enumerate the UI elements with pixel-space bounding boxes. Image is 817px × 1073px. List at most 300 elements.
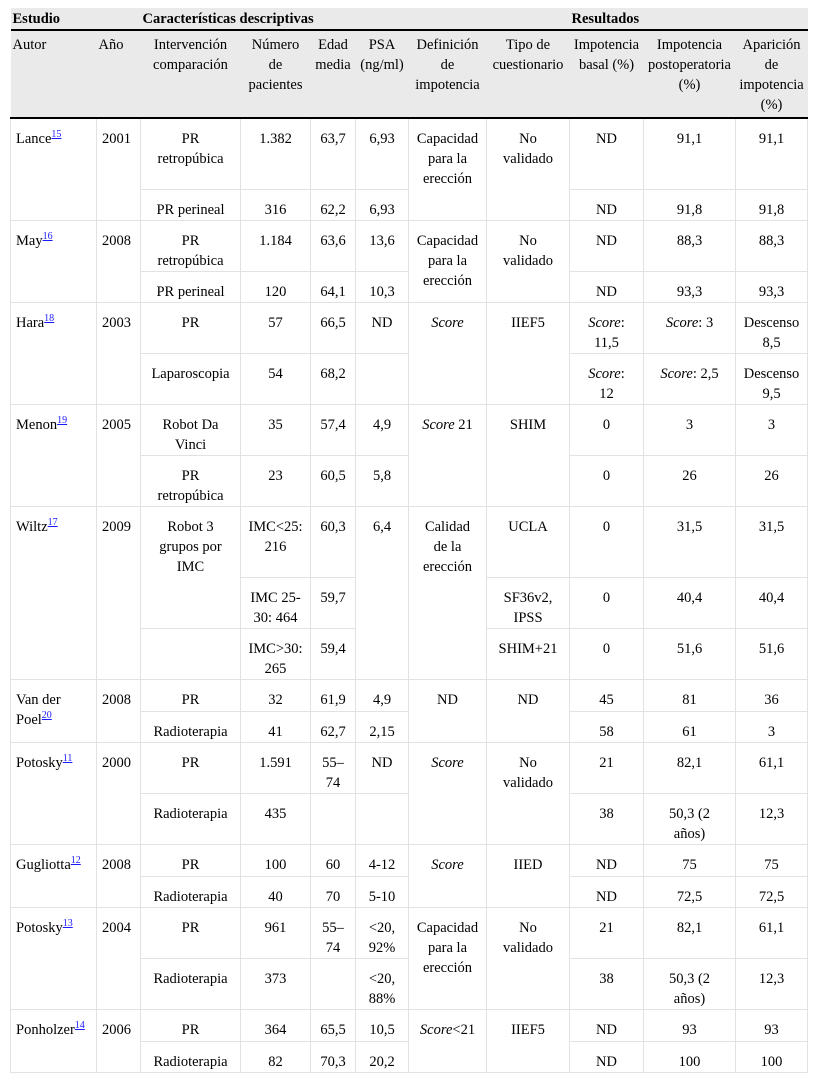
cell-postop: [644, 190, 736, 221]
cell-line: 59,7: [320, 590, 346, 606]
score-label: Score: [422, 417, 455, 433]
cell-tipo: [487, 908, 570, 1010]
reference-link[interactable]: 17: [47, 517, 58, 529]
cell-line: grupos por: [159, 539, 222, 555]
score-label: Score: [665, 315, 699, 331]
col-aparicion-line: impotencia: [739, 77, 804, 93]
col-numero-line: Número: [251, 37, 300, 53]
cell-line: 6,93: [369, 131, 395, 147]
cell-line: 93: [682, 1022, 697, 1038]
score-value: : 3: [698, 315, 714, 331]
cell-anio: 2006: [97, 1010, 141, 1073]
cell-tipo: [487, 507, 570, 578]
cell-aparicion: [736, 456, 808, 507]
cell-line: 100: [264, 857, 287, 873]
cell-line: 1.382: [259, 131, 292, 147]
cell-line: PR: [181, 692, 200, 708]
cell-aparicion: [736, 743, 808, 794]
cell-edad: [311, 680, 356, 712]
col-numero: [241, 30, 311, 118]
cell-numero: [241, 743, 311, 794]
cell-line: 93,3: [758, 284, 785, 300]
cell-definicion: [409, 908, 487, 1010]
cell-line: 0: [602, 519, 611, 535]
cell-anio: 2008: [97, 845, 141, 908]
cell-line: No: [519, 755, 537, 771]
cell-postop: [644, 712, 736, 743]
cell-line: 40,4: [676, 590, 703, 606]
col-aparicion-line: de: [764, 57, 779, 73]
cell-line: SHIM+21: [498, 641, 558, 657]
cell-numero: [241, 303, 311, 354]
cell-line: PR: [181, 233, 200, 249]
score-label: Score: [431, 755, 464, 771]
cell-line: 6,93: [369, 202, 395, 218]
table-row: [11, 1010, 808, 1042]
col-definicion-line: de: [440, 57, 455, 73]
score-label: Score: [588, 315, 621, 331]
cell-edad: [311, 908, 356, 959]
cell-line: años): [673, 826, 706, 842]
cell-autor: [11, 118, 97, 221]
cell-basal: [570, 680, 644, 712]
cell-postop: [644, 845, 736, 877]
col-autor: Autor: [11, 30, 97, 118]
cell-postop: [644, 456, 736, 507]
cell-line: 50,3 (2: [668, 971, 711, 987]
cell-line: ND: [596, 1022, 617, 1038]
cell-line: PR: [181, 315, 200, 331]
cell-numero: [241, 354, 311, 405]
cell-line: 57: [268, 315, 283, 331]
cell-aparicion: [736, 405, 808, 456]
cell-line: 54: [268, 366, 283, 382]
cell-line: 13,6: [369, 233, 395, 249]
cell-numero: [241, 578, 311, 629]
cell-intervencion: [141, 712, 241, 743]
reference-link[interactable]: 12: [70, 855, 81, 867]
col-intervencion-line: Intervención: [153, 37, 228, 53]
cell-line: ND: [596, 1054, 617, 1070]
cell-numero: [241, 221, 311, 272]
cell-edad: [311, 794, 356, 845]
cell-line: años): [673, 991, 706, 1007]
cell-line: 40,4: [758, 590, 785, 606]
cell-line: 93,3: [676, 284, 703, 300]
cell-line: retropúbica: [157, 253, 224, 269]
cell-line: 120: [264, 284, 287, 300]
cell-psa: [356, 680, 409, 712]
cell-postop: [644, 272, 736, 303]
cell-aparicion: [736, 1010, 808, 1042]
cell-line: PR: [181, 131, 200, 147]
cell-basal: [570, 405, 644, 456]
cell-line: 60: [325, 857, 341, 873]
cell-line: 9,5: [762, 386, 781, 402]
cell-line: 8,5: [762, 335, 781, 351]
score-value: :: [620, 315, 625, 331]
cell-autor: [11, 405, 97, 507]
cell-line: 68,2: [320, 366, 346, 382]
reference-link[interactable]: 18: [44, 313, 55, 325]
cell-postop: [644, 680, 736, 712]
score-value: 11,5: [594, 335, 619, 351]
cell-line: 20,2: [369, 1054, 395, 1070]
col-tipo-line: Tipo de: [505, 37, 551, 53]
cell-intervencion: [141, 877, 241, 908]
cell-numero: [241, 877, 311, 908]
cell-numero: [241, 190, 311, 221]
cell-line: 88%: [368, 991, 396, 1007]
cell-line: 60,3: [320, 519, 346, 535]
cell-numero: [241, 507, 311, 578]
cell-line: ND: [596, 889, 617, 905]
cell-edad: [311, 1042, 356, 1073]
cell-line: PR: [181, 857, 200, 873]
score-label: Score: [419, 1022, 453, 1038]
cell-line: retropúbica: [157, 488, 224, 504]
cell-basal: [570, 118, 644, 190]
cell-intervencion: [141, 118, 241, 190]
cell-line: 88,3: [676, 233, 703, 249]
cell-basal: [570, 190, 644, 221]
reference-link[interactable]: 19: [57, 415, 68, 427]
cell-intervencion: [141, 1042, 241, 1073]
cell-basal: [570, 272, 644, 303]
cell-aparicion: [736, 221, 808, 272]
score-value: : 2,5: [692, 366, 719, 382]
cell-line: 10,3: [369, 284, 395, 300]
cell-definicion: [409, 743, 487, 845]
cell-line: IIEF5: [511, 315, 545, 331]
column-header-row: [11, 30, 808, 118]
cell-psa: [356, 190, 409, 221]
cell-line: para la: [427, 253, 468, 269]
col-anio: Año: [97, 30, 141, 118]
cell-line: 364: [264, 1022, 287, 1038]
cell-line: para la: [427, 151, 468, 167]
cell-psa: [356, 507, 409, 680]
cell-aparicion: [736, 1042, 808, 1073]
cell-tipo: [487, 118, 570, 221]
cell-line: 40: [268, 889, 283, 905]
cell-line: ND: [596, 284, 617, 300]
cell-line: IPSS: [513, 610, 543, 626]
table-row: [11, 221, 808, 272]
cell-line: 316: [264, 202, 287, 218]
cell-postop: [644, 303, 736, 354]
cell-anio: 2008: [97, 680, 141, 743]
cell-edad: [311, 405, 356, 456]
cell-numero: [241, 1042, 311, 1073]
cell-edad: [311, 303, 356, 354]
cell-intervencion: [141, 743, 241, 794]
cell-line: 31,5: [758, 519, 785, 535]
cell-numero: [241, 629, 311, 680]
cell-line: 35: [268, 417, 283, 433]
cell-edad: [311, 456, 356, 507]
cell-numero: [241, 712, 311, 743]
cell-edad: [311, 845, 356, 877]
cell-line: 50,3 (2: [668, 806, 711, 822]
col-edad-line: Edad: [318, 37, 348, 53]
cell-line: Radioterapia: [153, 1054, 228, 1070]
cell-line: Descenso: [743, 366, 800, 382]
cell-basal: [570, 908, 644, 959]
cell-line: Laparoscopia: [151, 366, 230, 382]
cell-line: 21: [599, 755, 614, 771]
results-table: [10, 8, 808, 1073]
cell-line: 265: [264, 661, 287, 677]
col-definicion: [409, 30, 487, 118]
cell-line: 88,3: [758, 233, 785, 249]
col-basal-line: Impotencia: [573, 37, 640, 53]
cell-edad: [311, 578, 356, 629]
cell-line: 59,4: [320, 641, 346, 657]
col-postop-line: postoperatoria: [648, 57, 731, 73]
col-basal: [570, 30, 644, 118]
cell-line: PR: [181, 755, 200, 771]
cell-aparicion: [736, 578, 808, 629]
cell-line: IIED: [513, 857, 543, 873]
score-label: Score: [660, 366, 693, 382]
cell-line: 75: [764, 857, 779, 873]
cell-intervencion: [141, 354, 241, 405]
col-intervencion-line: comparación: [153, 57, 228, 73]
cell-line: 61: [682, 724, 697, 740]
group-resultados: Resultados: [570, 8, 808, 30]
cell-line: 4,9: [372, 692, 392, 708]
cell-line: 51,6: [676, 641, 703, 657]
cell-line: 100: [678, 1054, 701, 1070]
cell-postop: [644, 354, 736, 405]
cell-line: PR perineal: [156, 202, 225, 218]
reference-link[interactable]: 13: [62, 918, 73, 930]
cell-line: 61,1: [758, 920, 785, 936]
cell-line: 4,9: [372, 417, 392, 433]
cell-line: 63,7: [320, 131, 346, 147]
cell-line: Robot 3: [167, 519, 214, 535]
cell-tipo: [487, 629, 570, 680]
cell-autor: [11, 845, 97, 908]
cell-psa: [356, 908, 409, 959]
cell-aparicion: [736, 959, 808, 1010]
cell-postop: [644, 743, 736, 794]
cell-line: IIEF5: [511, 1022, 545, 1038]
col-definicion-line: Definición: [416, 37, 479, 53]
cell-line: 66,5: [320, 315, 346, 331]
cell-numero: [241, 405, 311, 456]
score-value: :: [620, 366, 625, 382]
cell-line: Radioterapia: [153, 724, 228, 740]
cell-definicion: [409, 303, 487, 405]
cell-postop: [644, 405, 736, 456]
reference-link[interactable]: 20: [41, 710, 52, 722]
reference-link[interactable]: 15: [51, 129, 62, 141]
cell-aparicion: [736, 877, 808, 908]
reference-link[interactable]: 11: [62, 753, 73, 765]
cell-anio: 2001: [97, 118, 141, 221]
score-value: 21: [454, 417, 473, 433]
cell-intervencion: [141, 680, 241, 712]
cell-basal: [570, 507, 644, 578]
cell-line: 41: [268, 724, 283, 740]
col-tipo: [487, 30, 570, 118]
cell-line: 82: [268, 1054, 283, 1070]
score-value: <21: [452, 1022, 476, 1038]
cell-line: 373: [264, 971, 287, 987]
cell-line: para la: [427, 940, 468, 956]
cell-aparicion: [736, 190, 808, 221]
cell-line: 74: [325, 940, 341, 956]
cell-line: 70: [325, 889, 341, 905]
cell-basal: [570, 456, 644, 507]
cell-intervencion: [141, 456, 241, 507]
cell-psa: [356, 221, 409, 272]
cell-line: 82,1: [676, 920, 703, 936]
cell-line: Capacidad: [416, 131, 479, 147]
cell-line: 65,5: [320, 1022, 346, 1038]
cell-line: 58: [599, 724, 614, 740]
cell-psa: [356, 118, 409, 190]
cell-psa: [356, 272, 409, 303]
cell-anio: 2000: [97, 743, 141, 845]
cell-line: Capacidad: [416, 233, 479, 249]
cell-line: Capacidad: [416, 920, 479, 936]
cell-aparicion: [736, 354, 808, 405]
col-edad-line: media: [315, 57, 351, 73]
col-psa: [356, 30, 409, 118]
cell-line: 26: [764, 468, 779, 484]
cell-numero: [241, 680, 311, 712]
cell-edad: [311, 712, 356, 743]
cell-line: 435: [264, 806, 287, 822]
cell-tipo: [487, 680, 570, 743]
cell-line: 26: [682, 468, 697, 484]
col-postop-line: (%): [678, 77, 701, 93]
cell-line: SHIM: [509, 417, 547, 433]
cell-basal: [570, 845, 644, 877]
cell-numero: [241, 959, 311, 1010]
cell-edad: [311, 743, 356, 794]
cell-basal: [570, 303, 644, 354]
cell-line: 63,6: [320, 233, 346, 249]
cell-psa: [356, 1010, 409, 1042]
reference-link[interactable]: 14: [74, 1020, 85, 1032]
cell-line: <20,: [368, 920, 396, 936]
cell-line: erección: [422, 960, 473, 976]
col-edad: [311, 30, 356, 118]
cell-autor: [11, 507, 97, 680]
col-numero-line: pacientes: [248, 77, 303, 93]
author-name: Hara: [16, 315, 45, 331]
cell-line: 60,5: [320, 468, 346, 484]
cell-line: 0: [602, 641, 611, 657]
cell-line: validado: [503, 253, 553, 269]
author-name: May: [16, 233, 43, 249]
cell-line: 12,3: [758, 971, 785, 987]
cell-psa: [356, 456, 409, 507]
cell-intervencion: [141, 303, 241, 354]
table-row: [11, 743, 808, 794]
cell-anio: 2009: [97, 507, 141, 680]
cell-line: 1.184: [259, 233, 292, 249]
cell-line: 70,3: [320, 1054, 346, 1070]
cell-aparicion: [736, 629, 808, 680]
cell-line: 38: [599, 806, 614, 822]
cell-line: 5-10: [368, 889, 396, 905]
cell-line: IMC>30:: [248, 641, 303, 657]
cell-line: ND: [437, 692, 458, 708]
cell-numero: [241, 908, 311, 959]
cell-numero: [241, 456, 311, 507]
table-row: [11, 908, 808, 959]
cell-line: 36: [764, 692, 779, 708]
cell-aparicion: [736, 507, 808, 578]
col-psa-line: (ng/ml): [360, 57, 404, 73]
cell-aparicion: [736, 794, 808, 845]
col-definicion-line: impotencia: [415, 77, 480, 93]
cell-anio: 2004: [97, 908, 141, 1010]
cell-postop: [644, 959, 736, 1010]
cell-line: PR perineal: [156, 284, 225, 300]
cell-line: 72,5: [676, 889, 703, 905]
cell-line: 55–: [322, 755, 344, 771]
cell-basal: [570, 743, 644, 794]
col-aparicion-line: Aparición: [742, 37, 801, 53]
cell-psa: [356, 743, 409, 794]
table-row: [11, 303, 808, 354]
cell-line: 100: [760, 1054, 783, 1070]
reference-link[interactable]: 16: [42, 231, 53, 243]
author-name: Potosky: [16, 755, 63, 771]
cell-line: 961: [264, 920, 287, 936]
cell-intervencion: [141, 794, 241, 845]
cell-edad: [311, 221, 356, 272]
cell-line: No: [519, 233, 537, 249]
table-row: [11, 118, 808, 190]
cell-line: 3: [767, 724, 776, 740]
cell-numero: [241, 845, 311, 877]
cell-line: Calidad: [424, 519, 471, 535]
cell-aparicion: [736, 712, 808, 743]
cell-line: 82,1: [676, 755, 703, 771]
table-row: [11, 507, 808, 578]
cell-basal: [570, 877, 644, 908]
cell-line: 91,8: [758, 202, 785, 218]
cell-line: 62,7: [320, 724, 346, 740]
cell-line: 92%: [368, 940, 396, 956]
col-basal-line: basal (%): [578, 57, 635, 73]
cell-autor: [11, 680, 97, 743]
col-intervencion: [141, 30, 241, 118]
cell-definicion: [409, 221, 487, 303]
cell-tipo: [487, 845, 570, 908]
cell-line: 0: [602, 468, 611, 484]
cell-intervencion: [141, 959, 241, 1010]
cell-line: ND: [596, 233, 617, 249]
cell-line: ND: [596, 131, 617, 147]
table-row: [11, 680, 808, 712]
cell-line: validado: [503, 940, 553, 956]
cell-line: <20,: [368, 971, 396, 987]
cell-line: 23: [268, 468, 283, 484]
cell-line: validado: [503, 775, 553, 791]
cell-tipo: [487, 303, 570, 405]
author-name: Menon: [16, 417, 58, 433]
cell-line: No: [519, 131, 537, 147]
cell-definicion: [409, 1010, 487, 1073]
